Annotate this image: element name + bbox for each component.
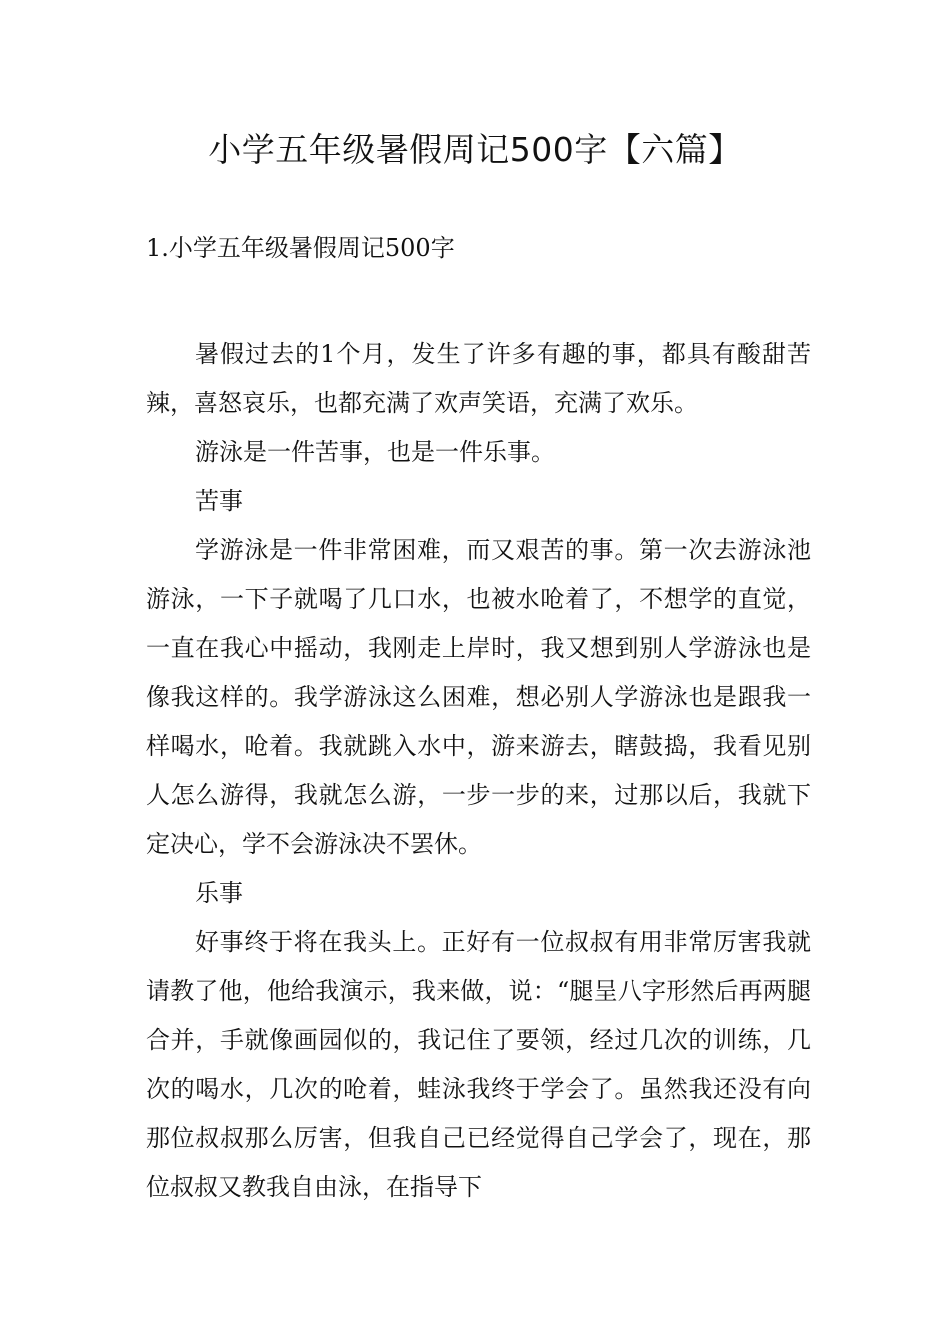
body-text <box>146 330 811 1212</box>
paragraph-swimming: 游泳是一件苦事，也是一件乐事。 <box>195 438 555 466</box>
subheading-fun-part: 乐事 <box>195 879 243 907</box>
paragraph-fun-part: 好事终于将在我头上。正好有一位叔叔有用非常厉害我就请教了他，他给我演示，我来做，说：“腿呈八字形然后再两腿合并，手就像画园似的，我记住了要领，经过几次的训练，几次的喝水，几次的呛着，蛙泳我终于学会了。虽然我还没有向那位叔叔那么厉害，但我自己已经觉得自己学会了，现在，那位叔叔又教我自由泳，在指导下 <box>146 928 811 1201</box>
paragraph-hard-part: 学游泳是一件非常困难，而又艰苦的事。第一次去游泳池游泳，一下子就喝了几口水，也被水呛着了，不想学的直觉，一直在我心中摇动，我刚走上岸时，我又想到别人学游泳也是像我这样的。我学游泳这么困难，想必别人学游泳也是跟我一样喝水，呛着。我就跳入水中，游来游去，瞎鼓捣，我看见别人怎么游得，我就怎么游，一步一步的来，过那以后，我就下定决心，学不会游泳决不罢休。 <box>146 536 811 858</box>
paragraph-intro: 暑假过去的1个月，发生了许多有趣的事，都具有酸甜苦辣，喜怒哀乐，也都充满了欢声笑语，充满了欢乐。 <box>146 340 811 417</box>
section-heading: 1.小学五年级暑假周记500字 <box>146 234 455 262</box>
document-title: 小学五年级暑假周记500字【六篇】 <box>208 130 742 169</box>
subheading-hard-part: 苦事 <box>195 487 243 515</box>
